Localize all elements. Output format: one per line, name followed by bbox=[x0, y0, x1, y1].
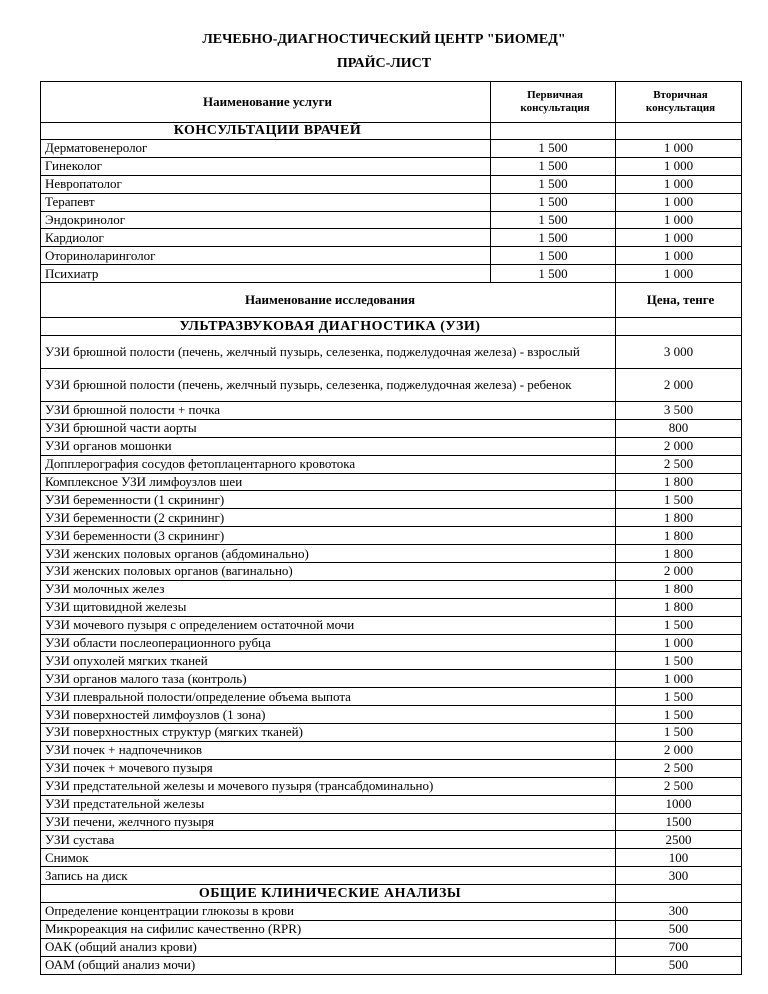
study-row bbox=[41, 563, 742, 581]
study-price: 500 bbox=[616, 956, 742, 974]
study-row bbox=[41, 956, 742, 974]
study-row bbox=[41, 491, 742, 509]
secondary-price: 1 000 bbox=[616, 193, 742, 211]
study-name: ОАК (общий анализ крови) bbox=[41, 938, 616, 956]
study-price: 1 500 bbox=[616, 616, 742, 634]
secondary-price: 1 000 bbox=[616, 211, 742, 229]
study-name: УЗИ предстательной железы bbox=[41, 795, 616, 813]
study-price: 500 bbox=[616, 920, 742, 938]
study-price: 1 000 bbox=[616, 634, 742, 652]
study-price: 300 bbox=[616, 902, 742, 920]
consult-row bbox=[41, 193, 742, 211]
service-name: Оториноларинголог bbox=[41, 247, 491, 265]
col-secondary-header: Вторичная консультация bbox=[616, 82, 742, 123]
primary-price: 1 500 bbox=[491, 193, 616, 211]
lab-section-row bbox=[41, 885, 742, 903]
study-name: УЗИ области послеоперационного рубца bbox=[41, 634, 616, 652]
study-price: 2 000 bbox=[616, 437, 742, 455]
section-title: УЛЬТРАЗВУКОВАЯ ДИАГНОСТИКА (УЗИ) bbox=[41, 318, 616, 336]
study-name: УЗИ беременности (1 скрининг) bbox=[41, 491, 616, 509]
study-row bbox=[41, 795, 742, 813]
study-name: УЗИ сустава bbox=[41, 831, 616, 849]
col-price-header: Цена, тенге bbox=[616, 283, 742, 318]
study-name: УЗИ почек + мочевого пузыря bbox=[41, 759, 616, 777]
study-name: УЗИ брюшной части аорты bbox=[41, 419, 616, 437]
consult-row bbox=[41, 247, 742, 265]
study-name: УЗИ брюшной полости (печень, желчный пузырь, селезенка, поджелудочная железа) - ребенок bbox=[41, 369, 616, 402]
study-name: УЗИ почек + надпочечников bbox=[41, 741, 616, 759]
col-service-header: Наименование услуги bbox=[41, 82, 491, 123]
study-name: УЗИ печени, желчного пузыря bbox=[41, 813, 616, 831]
study-price: 3 500 bbox=[616, 402, 742, 420]
study-row bbox=[41, 813, 742, 831]
study-name: Комплексное УЗИ лимфоузлов шеи bbox=[41, 473, 616, 491]
study-price: 2 500 bbox=[616, 759, 742, 777]
study-row bbox=[41, 402, 742, 420]
study-name: УЗИ беременности (3 скрининг) bbox=[41, 527, 616, 545]
secondary-price: 1 000 bbox=[616, 175, 742, 193]
service-name: Гинеколог bbox=[41, 157, 491, 175]
study-name: УЗИ органов малого таза (контроль) bbox=[41, 670, 616, 688]
consult-header-row bbox=[41, 82, 742, 123]
study-price: 1 800 bbox=[616, 473, 742, 491]
study-row bbox=[41, 473, 742, 491]
study-row bbox=[41, 419, 742, 437]
consult-row bbox=[41, 211, 742, 229]
study-price: 3 000 bbox=[616, 336, 742, 369]
secondary-price: 1 000 bbox=[616, 247, 742, 265]
study-price: 1 000 bbox=[616, 670, 742, 688]
study-price: 1 500 bbox=[616, 706, 742, 724]
study-row bbox=[41, 634, 742, 652]
studies-header-row bbox=[41, 283, 742, 318]
study-row bbox=[41, 670, 742, 688]
study-row bbox=[41, 777, 742, 795]
primary-price: 1 500 bbox=[491, 247, 616, 265]
study-name: УЗИ органов мошонки bbox=[41, 437, 616, 455]
study-name: УЗИ поверхностей лимфоузлов (1 зона) bbox=[41, 706, 616, 724]
uzi-section-row bbox=[41, 318, 742, 336]
study-price: 100 bbox=[616, 849, 742, 867]
study-price: 2500 bbox=[616, 831, 742, 849]
primary-price: 1 500 bbox=[491, 229, 616, 247]
col-primary-header: Первичная консультация bbox=[491, 82, 616, 123]
service-name: Терапевт bbox=[41, 193, 491, 211]
study-price: 1 500 bbox=[616, 688, 742, 706]
study-row bbox=[41, 867, 742, 885]
study-row bbox=[41, 616, 742, 634]
study-row bbox=[41, 652, 742, 670]
study-name: УЗИ беременности (2 скрининг) bbox=[41, 509, 616, 527]
study-price: 1 500 bbox=[616, 652, 742, 670]
study-name: УЗИ предстательной железы и мочевого пузыря (трансабдоминально) bbox=[41, 777, 616, 795]
study-name: УЗИ мочевого пузыря с определением остаточной мочи bbox=[41, 616, 616, 634]
service-name: Кардиолог bbox=[41, 229, 491, 247]
secondary-price: 1 000 bbox=[616, 265, 742, 283]
primary-price: 1 500 bbox=[491, 265, 616, 283]
study-row bbox=[41, 831, 742, 849]
consult-section-row bbox=[41, 123, 742, 140]
section-consult-title: КОНСУЛЬТАЦИИ ВРАЧЕЙ bbox=[41, 123, 491, 140]
study-price: 1 500 bbox=[616, 724, 742, 742]
doc-title: ПРАЙС-ЛИСТ bbox=[336, 56, 432, 71]
section-cell-empty bbox=[616, 885, 742, 903]
study-row bbox=[41, 527, 742, 545]
primary-price: 1 500 bbox=[491, 140, 616, 158]
study-name: Определение концентрации глюкозы в крови bbox=[41, 902, 616, 920]
consult-row bbox=[41, 229, 742, 247]
service-name: Психиатр bbox=[41, 265, 491, 283]
study-price: 2 000 bbox=[616, 369, 742, 402]
secondary-price: 1 000 bbox=[616, 140, 742, 158]
study-row bbox=[41, 545, 742, 563]
study-name: УЗИ плевральной полости/определение объема выпота bbox=[41, 688, 616, 706]
study-price: 1 800 bbox=[616, 580, 742, 598]
study-price: 1 800 bbox=[616, 598, 742, 616]
study-row bbox=[41, 688, 742, 706]
service-name: Невропатолог bbox=[41, 175, 491, 193]
study-row bbox=[41, 437, 742, 455]
service-name: Дерматовенеролог bbox=[41, 140, 491, 158]
study-name: ОАМ (общий анализ мочи) bbox=[41, 956, 616, 974]
study-price: 2 500 bbox=[616, 777, 742, 795]
study-price: 1 800 bbox=[616, 509, 742, 527]
section-cell-empty bbox=[616, 123, 742, 140]
study-row bbox=[41, 580, 742, 598]
study-row bbox=[41, 706, 742, 724]
study-price: 1 800 bbox=[616, 545, 742, 563]
study-row bbox=[41, 369, 742, 402]
study-name: Снимок bbox=[41, 849, 616, 867]
study-price: 1 500 bbox=[616, 491, 742, 509]
study-price: 2 500 bbox=[616, 455, 742, 473]
section-cell-empty bbox=[491, 123, 616, 140]
col-study-header: Наименование исследования bbox=[41, 283, 616, 318]
study-name: УЗИ женских половых органов (вагинально) bbox=[41, 563, 616, 581]
consult-row bbox=[41, 157, 742, 175]
study-price: 700 bbox=[616, 938, 742, 956]
study-name: УЗИ поверхностных структур (мягких тканей) bbox=[41, 724, 616, 742]
study-price: 1500 bbox=[616, 813, 742, 831]
study-name: УЗИ брюшной полости + почка bbox=[41, 402, 616, 420]
study-price: 2 000 bbox=[616, 741, 742, 759]
study-name: Запись на диск bbox=[41, 867, 616, 885]
study-row bbox=[41, 336, 742, 369]
section-title: ОБЩИЕ КЛИНИЧЕСКИЕ АНАЛИЗЫ bbox=[41, 885, 616, 903]
service-name: Эндокринолог bbox=[41, 211, 491, 229]
consult-row bbox=[41, 175, 742, 193]
primary-price: 1 500 bbox=[491, 157, 616, 175]
secondary-price: 1 000 bbox=[616, 157, 742, 175]
study-row bbox=[41, 902, 742, 920]
study-row bbox=[41, 741, 742, 759]
study-name: УЗИ опухолей мягких тканей bbox=[41, 652, 616, 670]
study-row bbox=[41, 724, 742, 742]
study-name: Допплерография сосудов фетоплацентарного кровотока bbox=[41, 455, 616, 473]
consult-row bbox=[41, 140, 742, 158]
secondary-price: 1 000 bbox=[616, 229, 742, 247]
study-row bbox=[41, 598, 742, 616]
study-price: 1000 bbox=[616, 795, 742, 813]
study-row bbox=[41, 920, 742, 938]
primary-price: 1 500 bbox=[491, 211, 616, 229]
study-price: 2 000 bbox=[616, 563, 742, 581]
study-name: УЗИ молочных желез bbox=[41, 580, 616, 598]
price-table bbox=[40, 81, 742, 975]
study-row bbox=[41, 759, 742, 777]
org-title: ЛЕЧЕБНО-ДИАГНОСТИЧЕСКИЙ ЦЕНТР "БИОМЕД" bbox=[202, 32, 566, 47]
study-name: УЗИ женских половых органов (абдоминально) bbox=[41, 545, 616, 563]
study-row bbox=[41, 938, 742, 956]
study-row bbox=[41, 455, 742, 473]
study-name: УЗИ щитовидной железы bbox=[41, 598, 616, 616]
consult-row bbox=[41, 265, 742, 283]
study-row bbox=[41, 849, 742, 867]
section-cell-empty bbox=[616, 318, 742, 336]
primary-price: 1 500 bbox=[491, 175, 616, 193]
study-name: УЗИ брюшной полости (печень, желчный пузырь, селезенка, поджелудочная железа) - взрослый bbox=[41, 336, 616, 369]
study-price: 800 bbox=[616, 419, 742, 437]
study-row bbox=[41, 509, 742, 527]
study-price: 1 800 bbox=[616, 527, 742, 545]
study-name: Микрореакция на сифилис качественно (RPR) bbox=[41, 920, 616, 938]
study-price: 300 bbox=[616, 867, 742, 885]
